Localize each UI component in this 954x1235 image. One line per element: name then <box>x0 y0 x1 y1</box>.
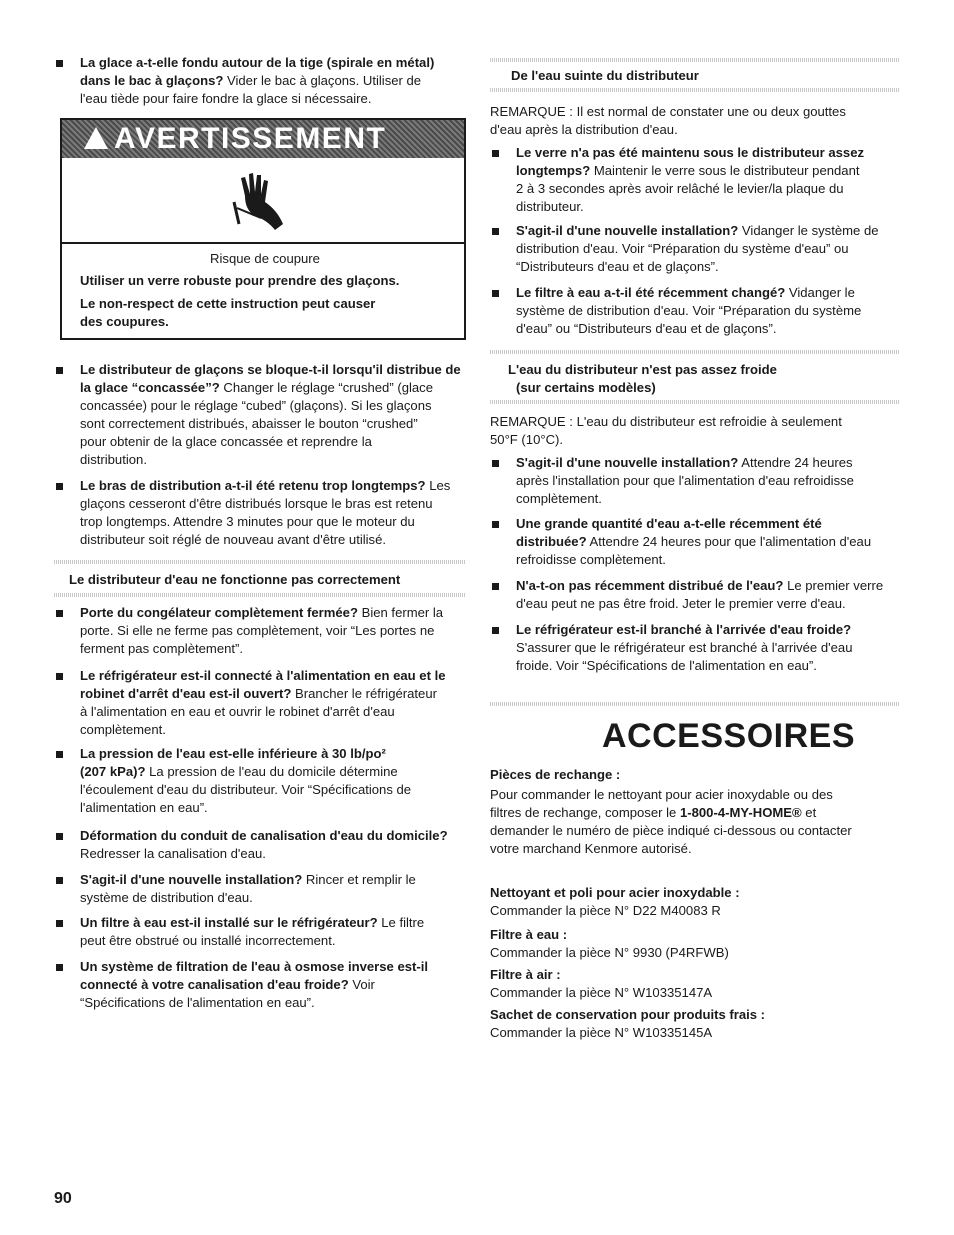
bullet-text: Une grande quantité d'eau a-t-elle récemment été distribuée? Attendre 24 heures pour que l'alimentation d'eau refroidisse complètement. <box>516 516 872 568</box>
bullet-square-icon <box>56 483 63 490</box>
bullet-text: Déformation du conduit de canalisation d'eau du domicile? Redresser la canalisation d'eau. <box>80 828 448 862</box>
section-rule <box>490 350 900 354</box>
bullet-square-icon <box>56 751 63 758</box>
list-item <box>54 745 466 817</box>
bullet-text: S'agit-il d'une nouvelle installation? Attendre 24 heures après l'installation pour que l'alimentation d'eau refroidisse complètement. <box>516 455 854 507</box>
list-item <box>54 667 466 739</box>
bullet-text: Le réfrigérateur est-il branché à l'arrivée d'eau froide? S'assurer que le réfrigérateur est branché à l'arrivée d'eau froide. Voir “Spécifications de l'alimentation en eau”. <box>516 622 853 674</box>
list-item <box>54 958 466 1012</box>
bullet-text: Un filtre à eau est-il installé sur le réfrigérateur? Le filtre peut être obstrué ou installé incorrectement. <box>80 915 425 949</box>
bullet-text: Le distributeur de glaçons se bloque-t-il lorsqu'il distribue de la glace “concassée”? Changer le réglage “crushed” (glace concassée) pour le réglage “cubed” (glaçons). Si les glaçons sont correctement distribués, abaisser le bouton “crushed” pour obtenir de la glace concassée et reprendre la distribution. <box>80 362 461 468</box>
note-paragraph: REMARQUE : L'eau du distributeur est refroidie à seulement 50°F (10°C). <box>490 414 842 448</box>
hand-cut-icon <box>231 166 291 236</box>
warning-triangle-icon <box>84 127 108 149</box>
accessories-title: ACCESSOIRES <box>602 717 855 755</box>
part-item: Sachet de conservation pour produits frais : Commander la pièce N° W10335145A <box>490 1007 766 1041</box>
warning-risk: Risque de coupure <box>210 251 320 266</box>
bullet-text: Le réfrigérateur est-il connecté à l'alimentation en eau et le robinet d'arrêt d'eau est-il ouvert? Brancher le réfrigérateur à l'alimentation en eau et ouvrir le robinet d'arrêt d'eau complètement. <box>80 668 446 738</box>
list-item <box>490 454 900 508</box>
bullet-square-icon <box>56 964 63 971</box>
section-rule <box>490 58 900 62</box>
intro-bullet <box>54 54 466 108</box>
bullet-square-icon <box>492 627 499 634</box>
phone-number: 1-800-4-MY-HOME® <box>679 805 802 821</box>
bullet-text: N'a-t-on pas récemment distribué de l'eau? Le premier verre d'eau peut ne pas être froid. Jeter le premier verre d'eau. <box>516 578 884 612</box>
bullet-square-icon <box>56 367 63 374</box>
section-rule <box>54 560 466 564</box>
note-paragraph: REMARQUE : Il est normal de constater une ou deux gouttes d'eau après la distribution d'eau. <box>490 104 846 138</box>
bullet-square-icon <box>492 460 499 467</box>
list-item <box>490 515 900 569</box>
bullet-square-icon <box>56 610 63 617</box>
section-heading: De l'eau suinte du distributeur <box>511 68 699 83</box>
section-heading: L'eau du distributeur n'est pas assez froide (sur certains modèles) <box>508 362 777 395</box>
bullet-square-icon <box>492 228 499 235</box>
part-item: Nettoyant et poli pour acier inoxydable : Commander la pièce N° D22 M40083 R <box>490 885 740 919</box>
bullet-square-icon <box>56 920 63 927</box>
warning-title: AVERTISSEMENT <box>114 122 387 155</box>
bullet-square-icon <box>492 583 499 590</box>
list-item <box>490 144 900 216</box>
list-item <box>54 361 466 470</box>
list-item <box>490 621 900 675</box>
bullet-text: Le verre n'a pas été maintenu sous le distributeur assez longtemps? Maintenir le verre sous le distributeur pendant 2 à 3 secondes après avoir relâché le levier/la plaque du distributeur. <box>516 145 865 215</box>
bullet-square-icon <box>56 673 63 680</box>
list-item <box>54 477 466 549</box>
list-item <box>54 827 466 863</box>
bullet-text: Le filtre à eau a-t-il été récemment changé? Vidanger le système de distribution d'eau. Voir “Préparation du système d'eau” ou “Distributeurs d'eau et de glaçons”. <box>516 285 862 337</box>
section-rule <box>490 400 900 404</box>
section-rule <box>54 593 466 597</box>
section-rule <box>490 702 900 706</box>
bullet-square-icon <box>56 877 63 884</box>
section-heading: Le distributeur d'eau ne fonctionne pas correctement <box>69 572 401 587</box>
bullet-text: Le bras de distribution a-t-il été retenu trop longtemps? Les glaçons cesseront d'être distribués lorsque le bras est retenu trop longtemps. Attendre 3 minutes pour que le moteur du distributeur soit réglé de nouveau avant d'être utilisé. <box>80 478 451 548</box>
bullet-text: S'agit-il d'une nouvelle installation? Vidanger le système de distribution d'eau. Voir “Préparation du système d'eau” ou “Distributeurs d'eau et de glaçons”. <box>516 223 879 275</box>
warning-divider <box>62 242 464 244</box>
bullet-text: Porte du congélateur complètement fermée? Bien fermer la porte. Si elle ne ferme pas complètement, voir “Les portes ne ferment pas complètement”. <box>80 605 444 657</box>
list-item <box>54 871 466 907</box>
warning-box <box>60 118 466 340</box>
bullet-square-icon <box>492 150 499 157</box>
bullet-square-icon <box>56 833 63 840</box>
section-rule <box>490 88 900 92</box>
bullet-text: S'agit-il d'une nouvelle installation? Rincer et remplir le système de distribution d'eau. <box>80 872 416 906</box>
bullet-square-icon <box>492 290 499 297</box>
list-item <box>490 284 900 338</box>
part-item: Filtre à air : Commander la pièce N° W10335147A <box>490 967 713 1001</box>
list-item <box>54 914 466 950</box>
list-item <box>490 222 900 276</box>
bullet-square-icon <box>492 521 499 528</box>
part-item: Filtre à eau : Commander la pièce N° 9930 (P4RFWB) <box>490 927 729 961</box>
bullet-text: La pression de l'eau est-elle inférieure à 30 lb/po² (207 kPa)? La pression de l'eau du domicile détermine l'écoulement d'eau du distributeur. Voir “Spécifications de l'alimentation en eau”. <box>80 746 412 816</box>
parts-intro: Pour commander le nettoyant pour acier inoxydable ou des filtres de rechange, composer le 1-800-4-MY-HOME® et demander le numéro de pièce indiqué ci-dessous ou contacter votre marchand Kenmore autorisé. <box>490 787 852 857</box>
bullet-text: Un système de filtration de l'eau à osmose inverse est-il connecté à votre canalisation d'eau froide? Voir “Spécifications de l'alimentation en eau”. <box>80 959 429 1011</box>
list-item <box>54 604 466 658</box>
bullet-square-icon <box>56 60 63 67</box>
bullet-text: La glace a-t-elle fondu autour de la tige (spirale en métal) dans le bac à glaçons? Vider le bac à glaçons. Utiliser de l'eau tiède pour faire fondre la glace si nécessaire. <box>80 55 435 107</box>
warning-title-band <box>62 120 464 158</box>
parts-heading: Pièces de rechange : <box>490 767 621 782</box>
warning-text: Risque de coupure Utiliser un verre robuste pour prendre des glaçons. Le non-respect de cette instruction peut causer des coupures. <box>80 250 450 330</box>
page-number: 90 <box>54 1190 72 1207</box>
list-item <box>490 577 900 613</box>
